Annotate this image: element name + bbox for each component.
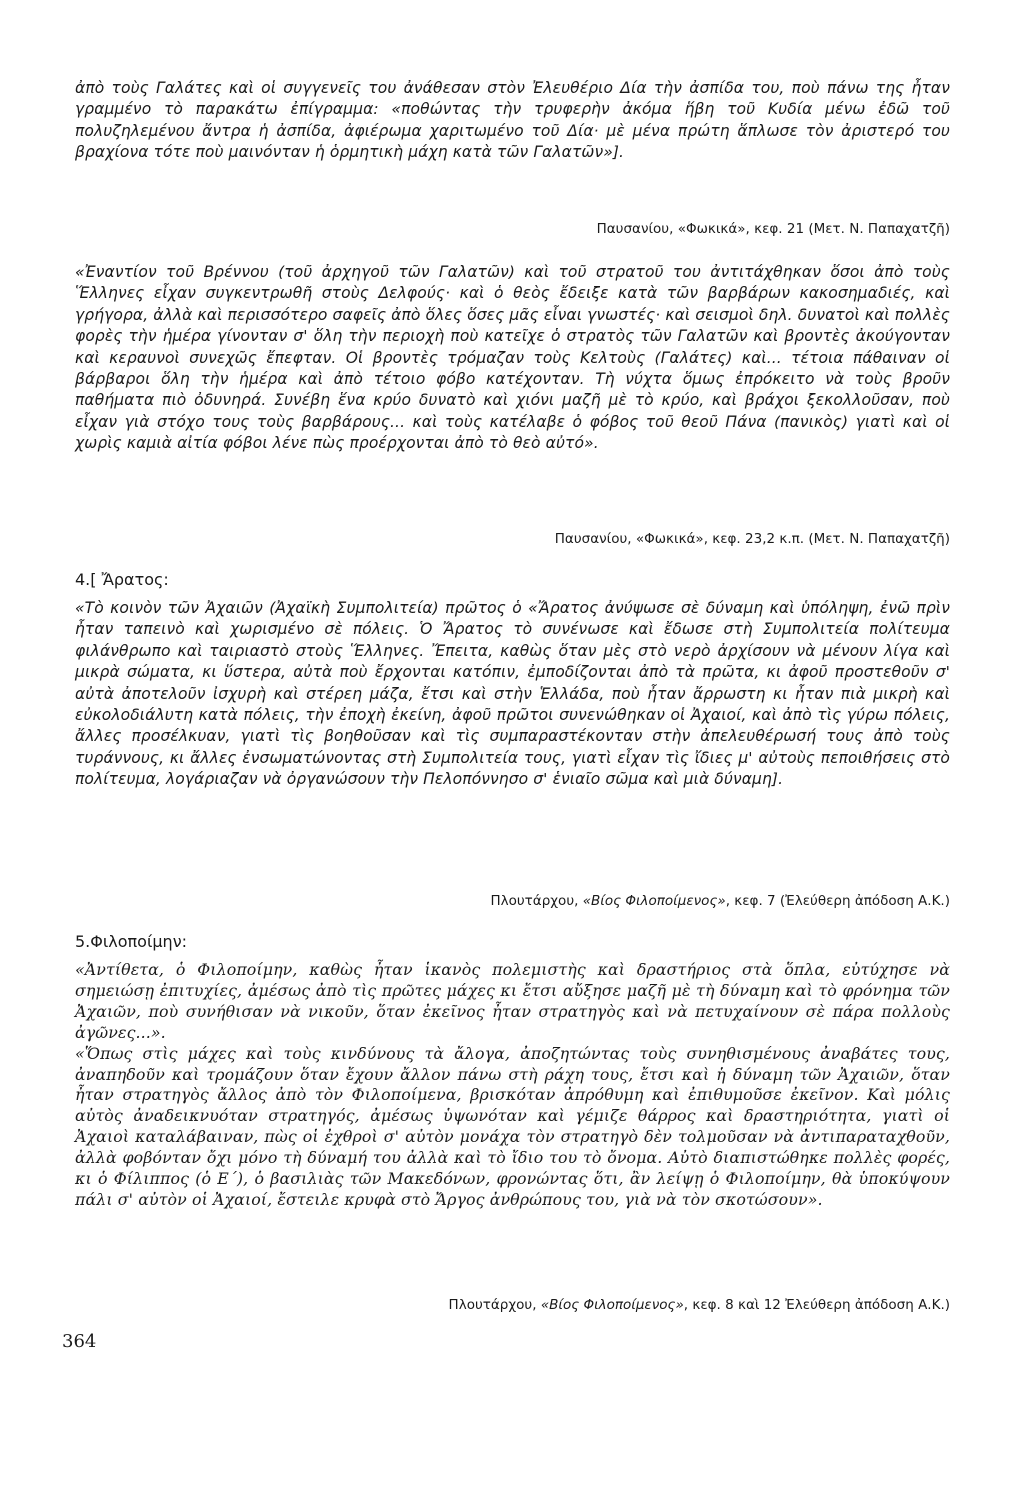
passage-2-text — [75, 262, 950, 455]
section-5-paragraph-1: «Ἀντίθετα, ὁ Φιλοποίμην, καθὼς ἦταν ἱκανὸς πολεμιστὴς καὶ δραστήριος στὰ ὅπλα, εὐτύχησε νὰ σημειώσῃ ἐπιτυχίες, ἀμέσως ἀπὸ τὶς πρῶτες μάχες κι ἔτσι αὔξησε μαζῆ μὲ τὴ δύναμη καὶ τὸ φρόνημα τῶν Ἀχαιῶν, ποὺ συνήθισαν νὰ νικοῦν, ὅταν ἐκεῖνος ἦταν στρατηγὸς καὶ νὰ πετυχαίνουν σὲ πάρα πολλοὺς ἀγῶνες...». — [75, 960, 950, 1042]
section-5-heading: 5.Φιλοποίμην: — [75, 932, 188, 951]
section-5-source-suffix: , κεφ. 8 καὶ 12 Ἐλεύθερη ἀπόδοση Α.Κ.) — [683, 1297, 950, 1313]
page-number: 364 — [62, 1331, 97, 1352]
section-5-source-prefix: Πλουτάρχου, — [448, 1297, 541, 1313]
section-5-source — [449, 1296, 950, 1314]
passage-1-source: Παυσανίου, «Φωκικά», κεφ. 21 (Μετ. Ν. Παπαχατζῆ) — [596, 221, 950, 237]
passage-2-source: Παυσανίου, «Φωκικά», κεφ. 23,2 κ.π. (Μετ. Ν. Παπαχατζῆ) — [554, 531, 950, 547]
section-4-source — [490, 892, 950, 910]
section-4-text — [75, 598, 950, 791]
section-4-source-work: «Βίος Φιλοποίμενος» — [582, 893, 726, 909]
passage-1-paragraph: ἀπὸ τοὺς Γαλάτες καὶ οἱ συγγενεῖς του ἀνάθεσαν στὸν Ἐλευθέριο Δία τὴν ἀσπίδα του, ποὺ πάνω της ἦταν γραμμένο τὸ παρακάτω ἐπίγραμμα: «ποθώντας τὴν τρυφερὴν ἀκόμα ἥβη τοῦ Κυδία μένω ἐδῶ τοῦ πολυζηλεμένου ἄντρα ἡ ἀσπίδα, ἀφιέρωμα χαριτωμένο τοῦ Δία· μὲ μένα πρώτη ἅπλωσε τὸν ἀριστερό του βραχίονα τότε ποὺ μαινόνταν ἡ ὁρμητικὴ μάχη κατὰ τῶν Γαλατῶν»]. — [75, 79, 950, 162]
section-5-paragraph-2: «Ὅπως στὶς μάχες καὶ τοὺς κινδύνους τὰ ἄλογα, ἀποζητώντας τοὺς συνηθισμένους ἀναβάτες τους, ἀναπηδοῦν καὶ τρομάζουν ὅταν ἔχουν ἄλλον πάνω στὴ ράχη τους, ἔτσι καὶ ἡ δύναμη τῶν Ἀχαιῶν, ὅταν ἦταν στρατηγὸς ἄλλος ἀπὸ τὸν Φιλοποίμενα, βρισκόταν ἀπρόθυμη καὶ ἐπιθυμοῦσε ἐκεῖνον. Καὶ μόλις αὐτὸς ἀναδεικνυόταν στρατηγός, ἀμέσως ὑψωνόταν καὶ γέμιζε θάρρος καὶ δραστηριότητα, γιατὶ οἱ Ἀχαιοὶ καταλάβαιναν, πὼς οἱ ἐχθροὶ σ' αὐτὸν μονάχα τὸν στρατηγὸ δὲν τολμοῦσαν νὰ ἀντιπαραταχθοῦν, ἀλλὰ φοβόνταν ὄχι μόνο τὴ δύναμή του ἀλλὰ καὶ τὸ ἴδιο του τὸ ὄνομα. Αὐτὸ διαπιστώθηκε πολλὲς φορές, κι ὁ Φίλιππος (ὁ Ε΄), ὁ βασιλιὰς τῶν Μακεδόνων, φρονώντας ὅτι, ἂν λείψῃ ὁ Φιλοποίμην, θὰ ὑποκύψουν πάλι σ' αὐτὸν οἱ Ἀχαιοί, ἔστειλε κρυφὰ στὸ Ἄργος ἀνθρώπους του, γιὰ νὰ τὸν σκοτώσουν». — [75, 1043, 950, 1209]
section-5-text — [75, 960, 950, 1211]
passage-1-text — [75, 78, 950, 164]
section-5-source-work: «Βίος Φιλοποίμενος» — [540, 1297, 684, 1313]
section-4-source-suffix: , κεφ. 7 (Ἐλεύθερη ἀπόδοση Α.Κ.) — [725, 893, 950, 909]
passage-2-paragraph: «Ἐναντίον τοῦ Βρέννου (τοῦ ἀρχηγοῦ τῶν Γαλατῶν) καὶ τοῦ στρατοῦ του ἀντιτάχθηκαν ὅσοι ἀπὸ τοὺς Ἕλληνες εἶχαν συγκεντρωθῆ στοὺς Δελφούς· καὶ ὁ θεὸς ἔδειξε κατὰ τῶν βαρβάρων κακοσημαδιές, καὶ γρήγορα, ἀλλὰ καὶ περισσότερο σαφεῖς ἀπὸ ὅλες ὅσες μᾶς εἶναι γνωστές· καὶ σεισμοὶ δηλ. δυνατοὶ καὶ πολλὲς φορὲς τὴν ἡμέρα γίνονταν σ' ὅλη τὴν περιοχὴ ποὺ κατεῖχε ὁ στρατὸς τῶν Γαλατῶν καὶ βροντὲς ἀκούγονταν καὶ κεραυνοὶ συνεχῶς ἔπεφταν. Οἱ βροντὲς τρόμαζαν τοὺς Κελτοὺς (Γαλάτες) καὶ... τέτοια πάθαιναν οἱ βάρβαροι ὅλη τὴν ἡμέρα καὶ ἀπὸ τέτοιο φόβο κατέχονταν. Τὴ νύχτα ὅμως ἐπρόκειτο νὰ τοὺς βροῦν παθήματα πιὸ ὀδυνηρά. Συνέβη ἕνα κρύο δυνατὸ καὶ χιόνι μαζῆ μὲ τὸ κρύο, καὶ βράχοι ξεκολλοῦσαν, ποὺ εἶχαν γιὰ στόχο τους τοὺς βαρβάρους... καὶ τοὺς κατέλαβε ὁ φόβος τοῦ θεοῦ Πάνα (πανικὸς) γιατὶ καὶ οἱ χωρὶς καμιὰ αἰτία φόβοι λένε πὼς προέρχονται ἀπὸ τὸ θεὸ αὐτό». — [75, 263, 950, 453]
section-4-source-prefix: Πλουτάρχου, — [490, 893, 583, 909]
section-4-paragraph: «Τὸ κοινὸν τῶν Ἀχαιῶν (Ἀχαϊκὴ Συμπολιτεία) πρῶτος ὁ «Ἄρατος ἀνύψωσε σὲ δύναμη καὶ ὑπόληψη, ἐνῶ πρὶν ἦταν ταπεινὸ καὶ χωρισμένο σὲ πόλεις. Ὁ Ἄρατος τὸ συνένωσε καὶ ἔδωσε στὴ Συμπολιτεία πολίτευμα φιλάνθρωπο καὶ ταιριαστὸ στοὺς Ἕλληνες. Ἔπειτα, καθὼς ὅταν μὲς στὸ νερὸ ἀρχίσουν νὰ μένουν λίγα καὶ μικρὰ σώματα, κι ὕστερα, αὐτὰ ποὺ ἔρχονται κατόπιν, ἐμποδίζονται ἀπὸ τὰ πρῶτα, κι ἀφοῦ προστεθοῦν σ' αὐτὰ ἀποτελοῦν ἰσχυρὴ καὶ στέρεη μάζα, ἔτσι καὶ στὴν Ἑλλάδα, ποὺ ἦταν ἄρρωστη κι ἦταν πιὰ μικρὴ καὶ εὐκολοδιάλυτη κατὰ πόλεις, τὴν ἐποχὴ ἐκείνη, ἀφοῦ πρῶτοι συνενώθηκαν οἱ Ἀχαιοί, καὶ ἀπὸ τὶς γύρω πόλεις, ἄλλες προσέλκυαν, γιατὶ τὶς βοηθοῦσαν καὶ τὶς συμπαραστέκονταν στὴν ἀπελευθέρωσή τους ἀπὸ τοὺς τυράννους, κι ἄλλες ἐνσωματώνοντας στὴ Συμπολιτεία τους, γιατὶ εἶχαν τὶς ἴδιες μ' αὐτοὺς πεποιθήσεις στὸ πολίτευμα, λογάριαζαν νὰ ὀργανώσουν τὴν Πελοπόννησο σ' ἑνιαῖο σῶμα καὶ μιὰ δύναμη]. — [75, 599, 950, 789]
section-4-heading: 4.[ Ἄρατος: — [75, 570, 169, 589]
